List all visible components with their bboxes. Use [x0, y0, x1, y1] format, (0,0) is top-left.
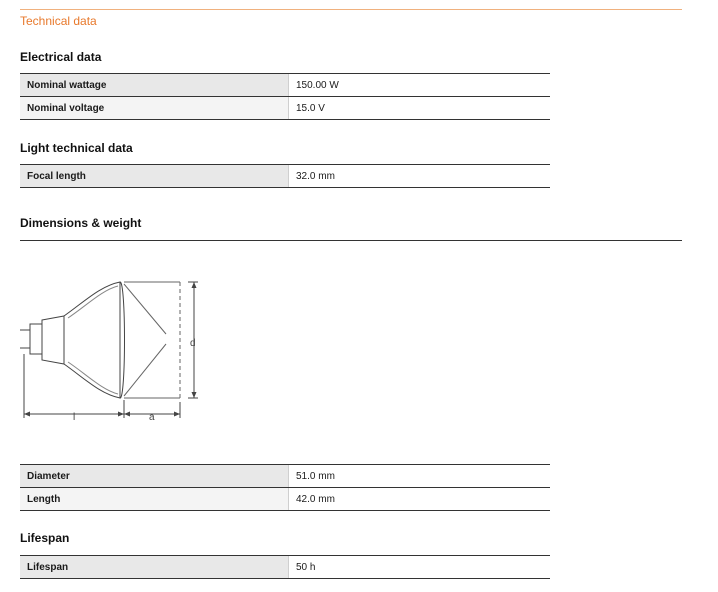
pin-base — [30, 324, 42, 354]
cone-line — [124, 344, 166, 396]
lifespan-heading: Lifespan — [20, 531, 70, 545]
electrical-heading: Electrical data — [20, 50, 102, 64]
focal-label: a — [149, 412, 155, 423]
reflector-outline — [64, 282, 120, 398]
row-value: 42.0 mm — [288, 488, 550, 510]
table-row — [20, 556, 550, 579]
lamp-neck — [42, 316, 64, 364]
row-value: 32.0 mm — [288, 165, 550, 187]
diameter-label: d — [190, 338, 196, 349]
lamp-dimension-drawing — [20, 272, 202, 426]
row-value: 50 h — [288, 556, 550, 578]
length-label: l — [73, 412, 76, 423]
title-rule — [20, 9, 682, 10]
row-value: 150.00 W — [288, 74, 550, 96]
row-label: Lifespan — [20, 556, 288, 578]
row-label: Focal length — [20, 165, 288, 187]
table-row — [20, 97, 550, 120]
dimensions-rule — [20, 240, 682, 241]
dimensions-table — [20, 464, 550, 511]
row-label: Diameter — [20, 465, 288, 487]
table-row — [20, 165, 550, 188]
row-label: Nominal wattage — [20, 74, 288, 96]
table-row — [20, 488, 550, 511]
lifespan-table — [20, 555, 550, 579]
row-label: Nominal voltage — [20, 97, 288, 119]
light-table — [20, 164, 550, 188]
row-value: 15.0 V — [288, 97, 550, 119]
front-glass — [120, 282, 125, 398]
dimensions-heading: Dimensions & weight — [20, 216, 142, 230]
light-heading: Light technical data — [20, 141, 133, 155]
row-value: 51.0 mm — [288, 465, 550, 487]
page-title: Technical data — [20, 14, 97, 28]
cone-line — [124, 284, 166, 334]
table-row — [20, 465, 550, 488]
table-row — [20, 74, 550, 97]
electrical-table — [20, 73, 550, 120]
row-label: Length — [20, 488, 288, 510]
